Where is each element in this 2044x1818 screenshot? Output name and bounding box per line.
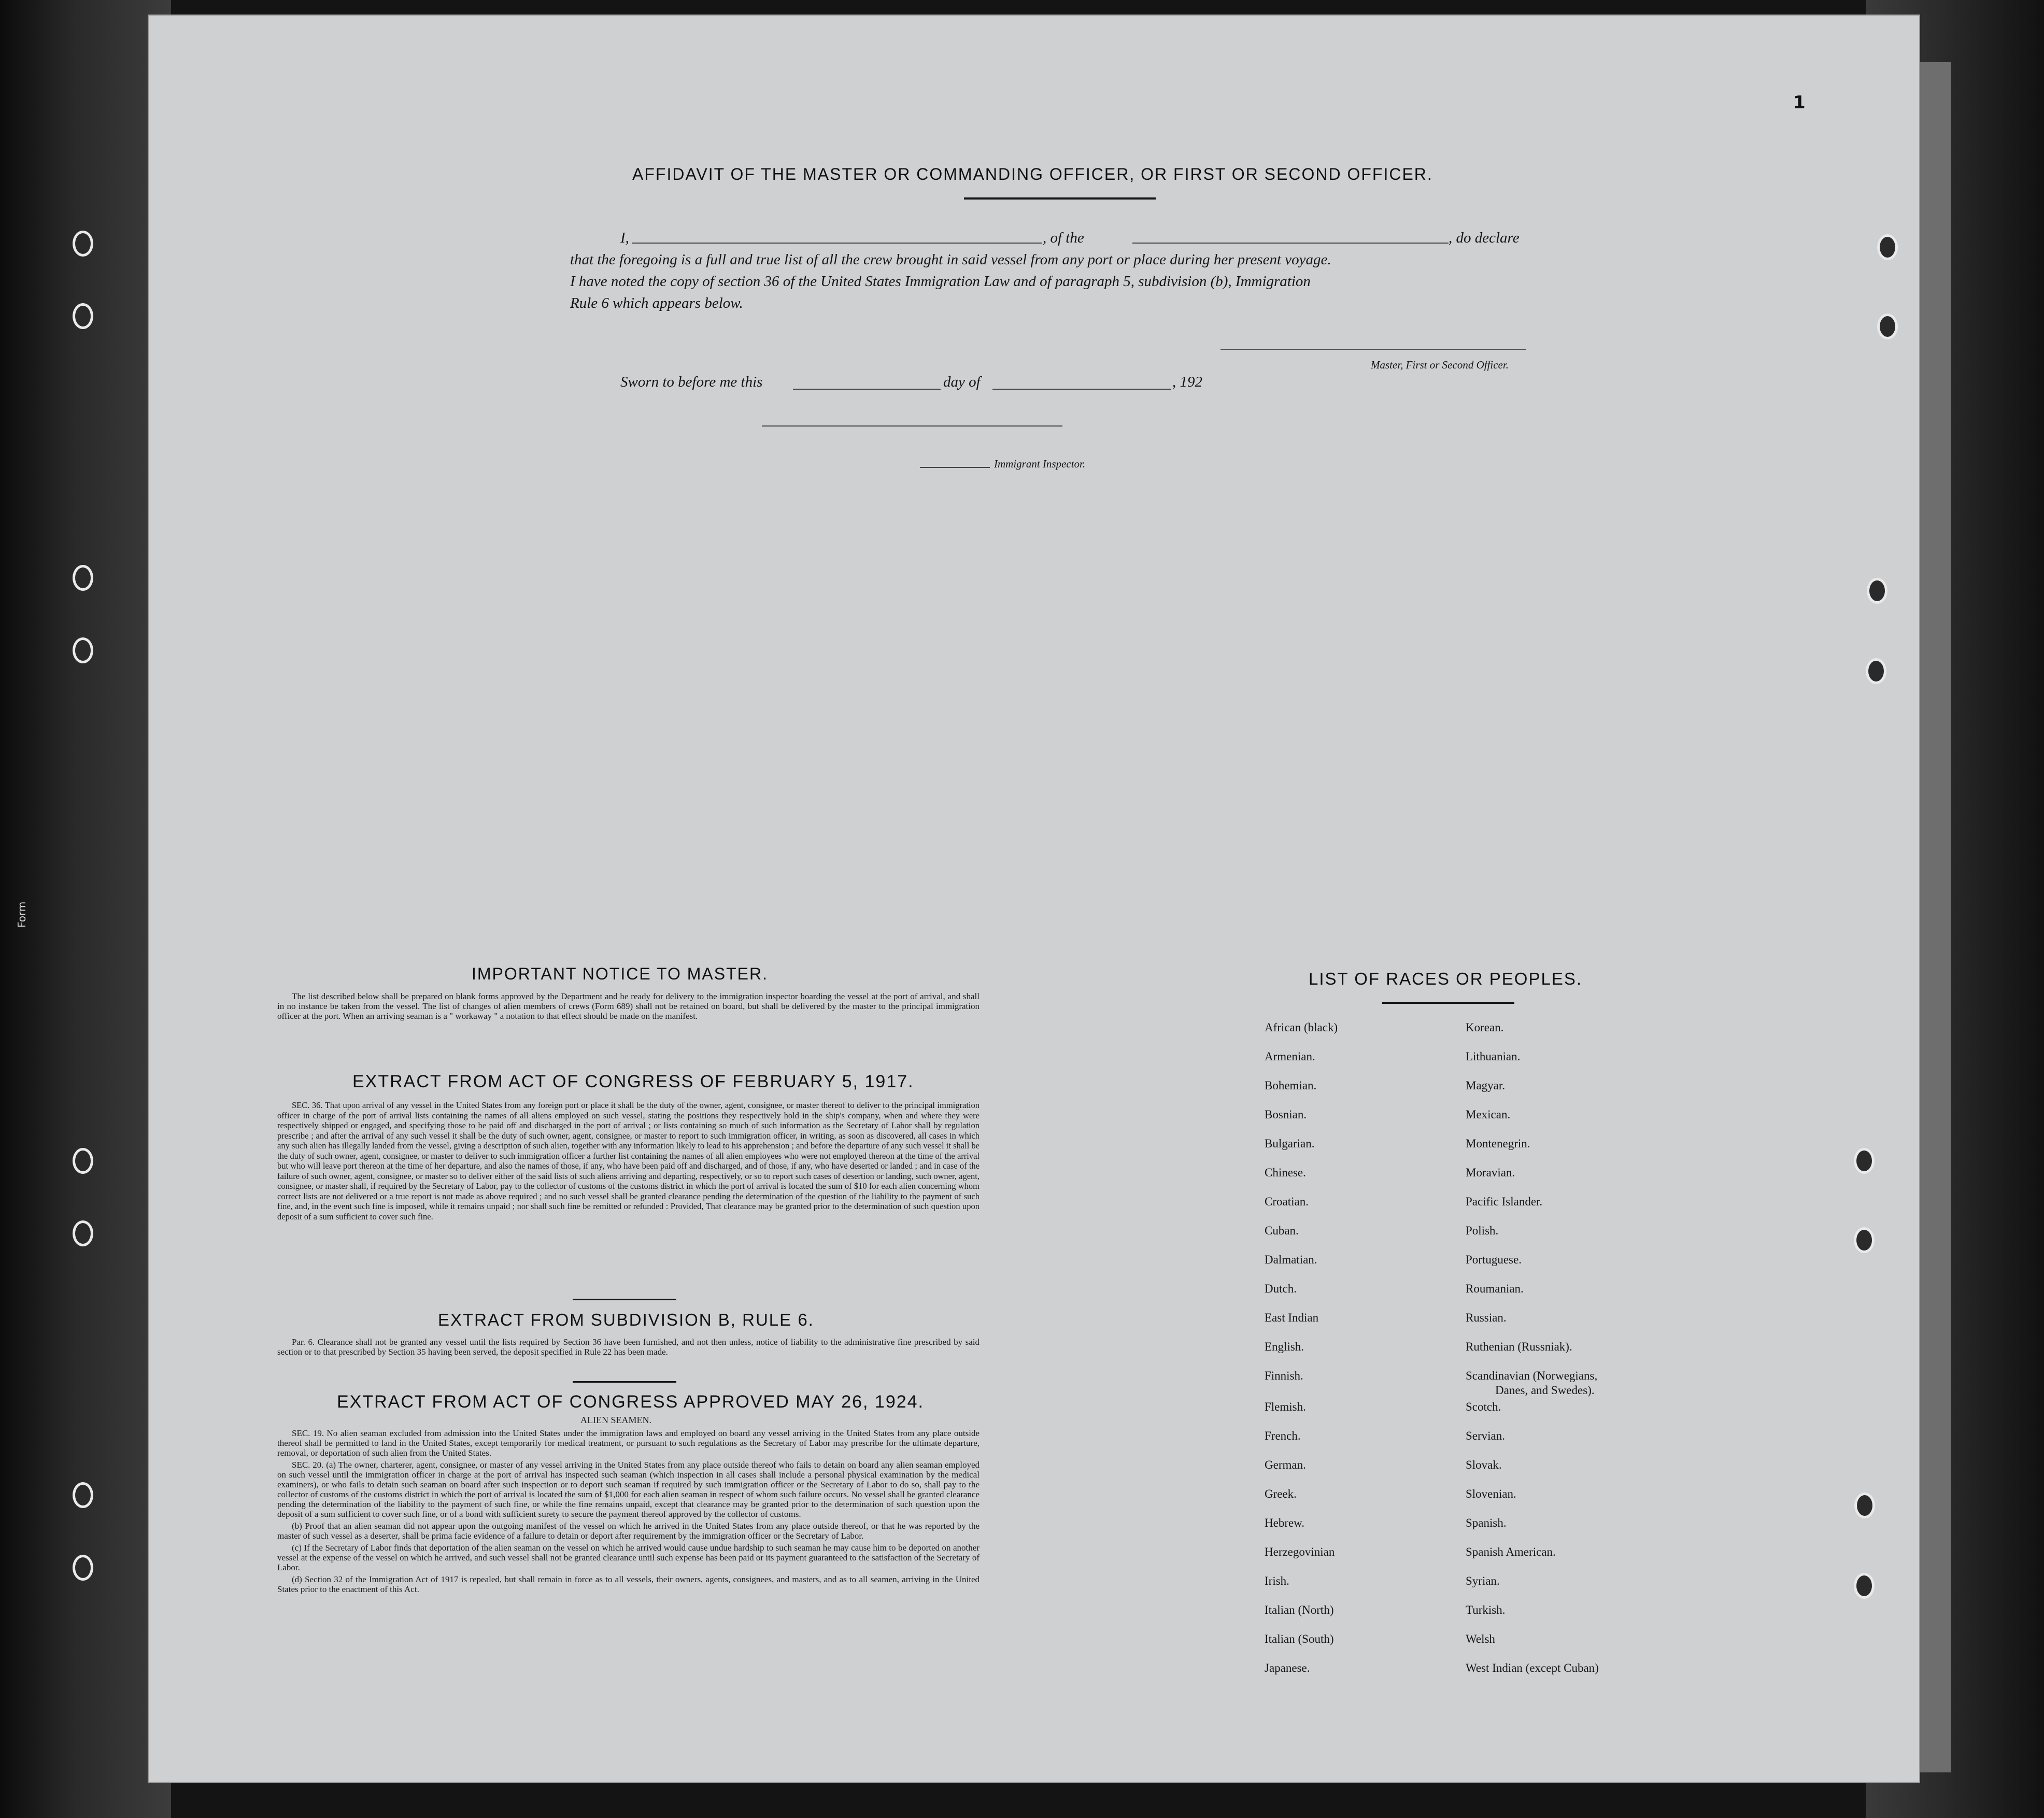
race-item: Korean. [1466,1021,1504,1034]
race-item: Flemish. [1265,1400,1306,1413]
race-item: Scotch. [1466,1400,1501,1413]
binder-hole-icon [1854,1227,1875,1253]
extract2-text: Par. 6. Clearance shall not be granted any vessel until the lists required by Section 36 have been furnished, and not then unless, notice of liability to the administrative fine prescribed by said section or to that prescribed by Section 35 having been served, the deposit specified in Rule 22 has been made. [277,1337,980,1357]
binder-hole-icon [1854,1148,1875,1174]
sworn-b: day of [943,374,981,390]
races-title: LIST OF RACES OR PEOPLES. [1309,969,1583,988]
race-item: Spanish American. [1466,1545,1556,1558]
race-item: Welsh [1466,1632,1495,1645]
vessel-blank[interactable] [1132,243,1449,244]
extract3-sec20d: (d) Section 32 of the Immigration Act of 1917 is repealed, but shall remain in force as to all vessels, their owners, agents, consignees, and masters, and as to all seamen, arriving in the United States prior to the enactment of this Act. [277,1574,980,1594]
race-item: Turkish. [1466,1603,1506,1616]
affidavit-line1-b: , of the [1043,230,1084,246]
race-item: East Indian [1265,1311,1319,1324]
affidavit-line1-c: , do declare [1449,230,1520,246]
inspector-label: Immigrant Inspector. [994,458,1086,470]
inspector-short-blank [920,467,990,468]
race-item: Danes, and Swedes). [1495,1384,1595,1397]
binder-hole-icon [73,1482,93,1508]
race-item: Dutch. [1265,1282,1297,1295]
notice-body [277,991,980,1023]
binder-hole-icon [1854,1493,1875,1518]
race-item: Armenian. [1265,1050,1315,1063]
race-item: Spanish. [1466,1516,1507,1529]
extract1-title: EXTRACT FROM ACT OF CONGRESS OF FEBRUARY 5, 1917. [352,1072,914,1091]
extract3-subtitle: ALIEN SEAMEN. [580,1415,651,1425]
binder-hole-icon [1877,234,1898,260]
binder-hole-icon [73,1220,93,1246]
race-item: Magyar. [1466,1079,1506,1092]
races-title-rule [1382,1002,1514,1004]
race-item: Scandinavian (Norwegians, [1466,1369,1598,1382]
sworn-a: Sworn to before me this [620,374,763,390]
race-item: Montenegrin. [1466,1137,1530,1150]
race-item: Hebrew. [1265,1516,1305,1529]
race-item: Syrian. [1466,1574,1500,1587]
extract1-text: SEC. 36. That upon arrival of any vessel in the United States from any foreign port or place it shall be the duty of the owner, agent, consignee, or master thereof to deliver to the principal immigration officer in charge of the port of arrival lists containing the names of all aliens employed on such vessel, stating the positions they respectively hold in the ship's company, when and where they were respectively shipped or engaged, and specifying those to be paid off and discharged in the port of arrival ; or lists containing so much of such information as the Secretary of Labor shall by regulation prescribe ; and after the arrival of any such vessel it shall be the duty of such owner, agent, consignee, or master to report to such immigration officer, in writing, as soon as discovered, all cases in which any such alien has illegally landed from the vessel, giving a description of such alien, together with any information likely to lead to his apprehension ; and before the departure of any such vessel it shall be the duty of such owner, agent, consignee, or master to deliver to such immigration officer a further list containing the names of all alien employees who were not employed thereon at the time of the arrival but who will leave port thereon at the time of her departure, and also the names of those, if any, who have been paid off and discharged, and of those, if any, who have deserted or landed ; and in case of the failure of such owner, agent, consignee, or master so to deliver either of the said lists of such aliens arriving and departing, respectively, or so to report such cases of desertion or landing, such owner, agent, consignee, or master shall, if required by the Secretary of Labor, pay to the collector of customs of the customs district in which the port of arrival is located the sum of $10 for each alien concerning whom correct lists are not delivered or a true report is not made as above required ; and no such vessel shall be granted clearance pending the determination of the question of the liability to the payment of such fine, and, in the event such fine is imposed, while it remains unpaid ; nor shall such fine be remitted or refunded : Provided, That clearance may be granted prior to the determination of such question upon deposit of a sum sufficient to cover such fine. [277,1100,980,1222]
notice-text: The list described below shall be prepared on blank forms approved by the Department and be ready for delivery to the immigration inspector boarding the vessel at the port of arrival, and shall in no instance be taken from the vessel. The list of changes of alien members of crews (Form 689) shall not be retained on board, but shall be delivered by the master to the principal immigration officer at the port. When an arriving seaman is a " workaway " a notation to that effect should be made on the manifest. [277,991,980,1021]
binder-hole-icon [73,565,93,591]
race-item: West Indian (except Cuban) [1466,1661,1599,1674]
race-item: French. [1265,1429,1301,1442]
race-item: Slovak. [1466,1458,1502,1471]
race-item: Roumanian. [1466,1282,1524,1295]
binder-hole-icon [73,1555,93,1581]
signature-blank[interactable] [1220,349,1526,350]
race-item: Japanese. [1265,1661,1310,1674]
binder-hole-icon [73,637,93,663]
signature-label: Master, First or Second Officer. [1371,359,1509,371]
binder-hole-icon [73,303,93,329]
race-item: Dalmatian. [1265,1253,1317,1266]
extract3-body [277,1428,980,1596]
race-item: Cuban. [1265,1224,1299,1237]
race-item: Italian (North) [1265,1603,1334,1616]
binder-hole-icon [1877,314,1898,339]
race-item: African (black) [1265,1021,1338,1034]
sworn-month-blank[interactable] [992,389,1171,390]
binder-hole-icon [73,1148,93,1174]
affidavit-title: AFFIDAVIT OF THE MASTER OR COMMANDING OFFICER, OR FIRST OR SECOND OFFICER. [632,165,1433,183]
race-item: Portuguese. [1466,1253,1522,1266]
notice-title: IMPORTANT NOTICE TO MASTER. [472,964,768,983]
race-item: Herzegovinian [1265,1545,1335,1558]
race-item: Pacific Islander. [1466,1195,1543,1208]
extract3-sec20a: SEC. 20. (a) The owner, charterer, agent, consignee, or master of any vessel arriving in the United States from any place outside thereof who fails to detain on board any alien seaman employed on such vessel until the immigration officer in charge at the port of arrival has inspected such seaman (which inspection in all cases shall include a personal physical examination by the medical examiners), or who fails to detain such seaman on board after such inspection or to deport such seaman if required by such immigration officer or the Secretary of Labor to do so, shall pay to the collector of customs of the customs district in which the port of arrival is located the sum of $1,000 for each alien seaman in respect of whom such failure occurs. No vessel shall be granted clearance pending the determination of the liability to the payment of such fine, or while the fine remains unpaid, except that clearance may be granted prior to the determination of such question upon the deposit of a sum sufficient to cover such fine, or of a bond with sufficient surety to secure the payment thereof approved by the collector of customs. [277,1460,980,1519]
page-number: 1 [1793,92,1806,113]
extract3-title: EXTRACT FROM ACT OF CONGRESS APPROVED MAY 26, 1924. [337,1392,924,1412]
race-item: Irish. [1265,1574,1289,1587]
race-item: Servian. [1466,1429,1506,1442]
sworn-c: , 192 [1172,374,1202,390]
margin-tag: Form [16,901,28,928]
extract3-rule [573,1381,676,1383]
race-item: Croatian. [1265,1195,1309,1208]
race-item: Slovenian. [1466,1487,1516,1500]
extract3-sec19: SEC. 19. No alien seaman excluded from admission into the United States under the immigration laws and employed on board any vessel arriving in the United States from any place outside thereof shall be permitted to land in the United States, except temporarily for medical treatment, or pursuant to such regulations as the Secretary of Labor may prescribe for the ultimate departure, removal, or deportation of such alien from the United States. [277,1428,980,1458]
race-item: Bohemian. [1265,1079,1317,1092]
extract2-title: EXTRACT FROM SUBDIVISION B, RULE 6. [438,1310,814,1329]
affidavit-line2: that the foregoing is a full and true list of all the crew brought in said vessel from any port or place during her present voyage. [570,251,1331,268]
race-item: Bulgarian. [1265,1137,1315,1150]
extract2-rule [573,1299,676,1300]
affidavit-line4: Rule 6 which appears below. [570,295,743,311]
extract3-sec20c: (c) If the Secretary of Labor finds that deportation of the alien seaman on the vessel on which he arrived would cause undue hardship to such seaman he may cause him to be deported on another vessel at the expense of the vessel on which he arrived, and such vessel shall not be granted clearance until such expense has been paid or its payment guaranteed to the satisfaction of the Secretary of Labor. [277,1543,980,1572]
race-item: Italian (South) [1265,1632,1334,1645]
page-edge-shadow [1920,62,1951,1772]
race-item: Bosnian. [1265,1108,1307,1121]
race-item: Polish. [1466,1224,1499,1237]
name-blank[interactable] [632,243,1042,244]
race-item: Russian. [1466,1311,1507,1324]
extract3-sec20b: (b) Proof that an alien seaman did not appear upon the outgoing manifest of the vessel on which he arrived in the United States from any place outside thereof, or that he was reported by the master of such vessel as a deserter, shall be prima facie evidence of a failure to detain or deport after requirement by the immigration officer or the Secretary of Labor. [277,1521,980,1541]
manifest-page [148,15,1920,1783]
race-item: Ruthenian (Russniak). [1466,1340,1572,1353]
binder-hole-icon [1866,658,1886,684]
binder-hole-icon [1867,578,1887,604]
race-item: Finnish. [1265,1369,1303,1382]
race-item: English. [1265,1340,1304,1353]
race-item: Lithuanian. [1466,1050,1521,1063]
affidavit-line1-a: I, [620,230,629,246]
race-item: Mexican. [1466,1108,1511,1121]
inspector-signature-blank[interactable] [762,425,1062,427]
race-item: Moravian. [1466,1166,1515,1179]
sworn-day-blank[interactable] [793,389,941,390]
binder-hole-icon [73,231,93,257]
affidavit-line3: I have noted the copy of section 36 of the United States Immigration Law and of paragraph 5, subdivision (b), Immigration [570,273,1311,290]
race-item: German. [1265,1458,1306,1471]
race-item: Greek. [1265,1487,1297,1500]
affidavit-title-rule [964,197,1156,200]
binder-hole-icon [1854,1573,1875,1599]
extract1-body [277,1100,980,1224]
race-item: Chinese. [1265,1166,1306,1179]
extract2-body [277,1337,980,1359]
